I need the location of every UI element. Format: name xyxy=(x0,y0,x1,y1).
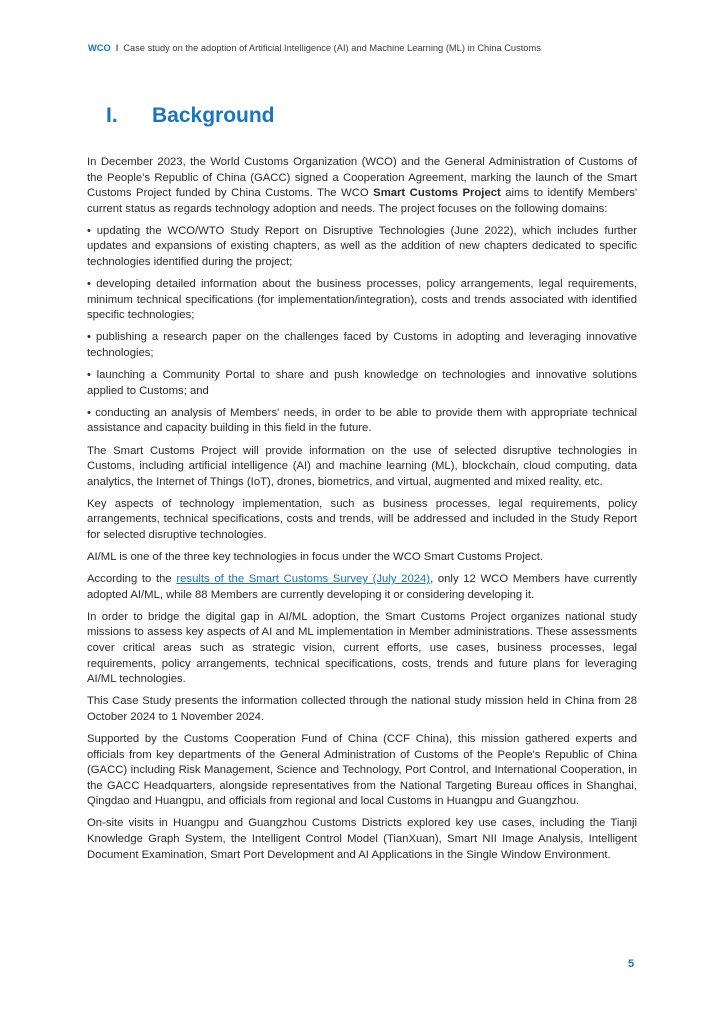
paragraph: In order to bridge the digital gap in AI/ML adoption, the Smart Customs Project organizes national study missions to assess key aspects of AI and ML implementation in Member administrations. These assessments cover critical areas such as strategic vision, current efforts, use cases, business processes, legal requirements, policy arrangements, technical specifications, costs, trends and future plans for leveraging AI/ML technologies. xyxy=(87,610,637,686)
paragraph: Supported by the Customs Cooperation Fund of China (CCF China), this mission gathered experts and officials from key departments of the General Administration of Customs of the People's Republic of China (GACC) including Risk Management, Science and Technology, Port Control, and International Cooperation, in the GACC Headquarters, alongside representatives from the National Targeting Bureau offices in Shanghai, Qingdao and Huangpu, and officials from regional and local Customs in Huangpu and Guangzhou. xyxy=(87,733,637,808)
paragraph-intro xyxy=(87,155,637,217)
survey-results-link[interactable]: results of the Smart Customs Survey (July 2024) xyxy=(176,573,431,586)
header-org: WCO xyxy=(88,43,111,53)
intro-text: In December 2023, the World Customs Organization (WCO) and the General Administration of Customs of the People's Republic of China (GACC) signed a Cooperation Agreement, marking the launch of the Smart Customs Project funded by China Customs. The WCO xyxy=(87,156,637,200)
bullet-item: • updating the WCO/WTO Study Report on Disruptive Technologies (June 2022), which includes further updates and expansions of existing chapters, as well as the addition of new chapters dedicated to specific technologies identified during the project; xyxy=(87,224,637,269)
section-heading xyxy=(106,104,275,128)
running-header xyxy=(88,43,541,53)
project-name-bold: Smart Customs Project xyxy=(373,187,501,200)
survey-text-end: , only 12 WCO Members have currently adopted AI/ML, while 88 Members are currently developing it or considering developing it. xyxy=(87,573,637,601)
section-number: I. xyxy=(106,104,118,127)
paragraph: On-site visits in Huangpu and Guangzhou Customs Districts explored key use cases, including the Tianji Knowledge Graph System, the Intelligent Control Model (TianXuan), Smart NII Image Analysis, Intelligent Document Examination, Smart Port Development and AI Applications in the Single Window Environment. xyxy=(87,817,637,861)
bullet-item: • publishing a research paper on the challenges faced by Customs in adopting and leveraging innovative technologies; xyxy=(87,331,637,360)
bullet-item: • developing detailed information about the business processes, policy arrangements, legal requirements, minimum technical specifications (for implementation/integration), costs and trends associated with identified specific technologies; xyxy=(87,278,637,322)
header-title: Case study on the adoption of Artificial Intelligence (AI) and Machine Learning (ML) in China Customs xyxy=(123,43,541,53)
paragraph: AI/ML is one of the three key technologies in focus under the WCO Smart Customs Project. xyxy=(87,551,544,564)
survey-text: According to the xyxy=(87,573,177,586)
header-separator: I xyxy=(115,43,119,53)
paragraph: Key aspects of technology implementation, such as business processes, legal requirements, policy arrangements, technical specifications, costs and trends, will be addressed and included in the Study Report for selected disruptive technologies. xyxy=(87,497,637,541)
paragraph-survey xyxy=(87,572,637,603)
body-text xyxy=(87,155,637,870)
intro-text-end: aims to identify Members' current status as regards technology adoption and needs. The project focuses on the following domains: xyxy=(87,187,638,215)
page-number: 5 xyxy=(628,958,635,970)
paragraph: The Smart Customs Project will provide information on the use of selected disruptive technologies in Customs, including artificial intelligence (AI) and machine learning (ML), blockchain, cloud computing, data analytics, the Internet of Things (IoT), drones, biometrics, and virtual, augmented and mixed reality, etc. xyxy=(87,444,637,488)
section-title: Background xyxy=(152,104,275,127)
bullet-item: • conducting an analysis of Members' needs, in order to be able to provide them with appropriate technical assistance and capacity building in this field in the future. xyxy=(87,406,637,435)
paragraph: This Case Study presents the information collected through the national study mission held in China from 28 October 2024 to 1 November 2024. xyxy=(87,695,637,723)
bullet-item: • launching a Community Portal to share and push knowledge on technologies and innovative solutions applied to Customs; and xyxy=(87,369,637,397)
